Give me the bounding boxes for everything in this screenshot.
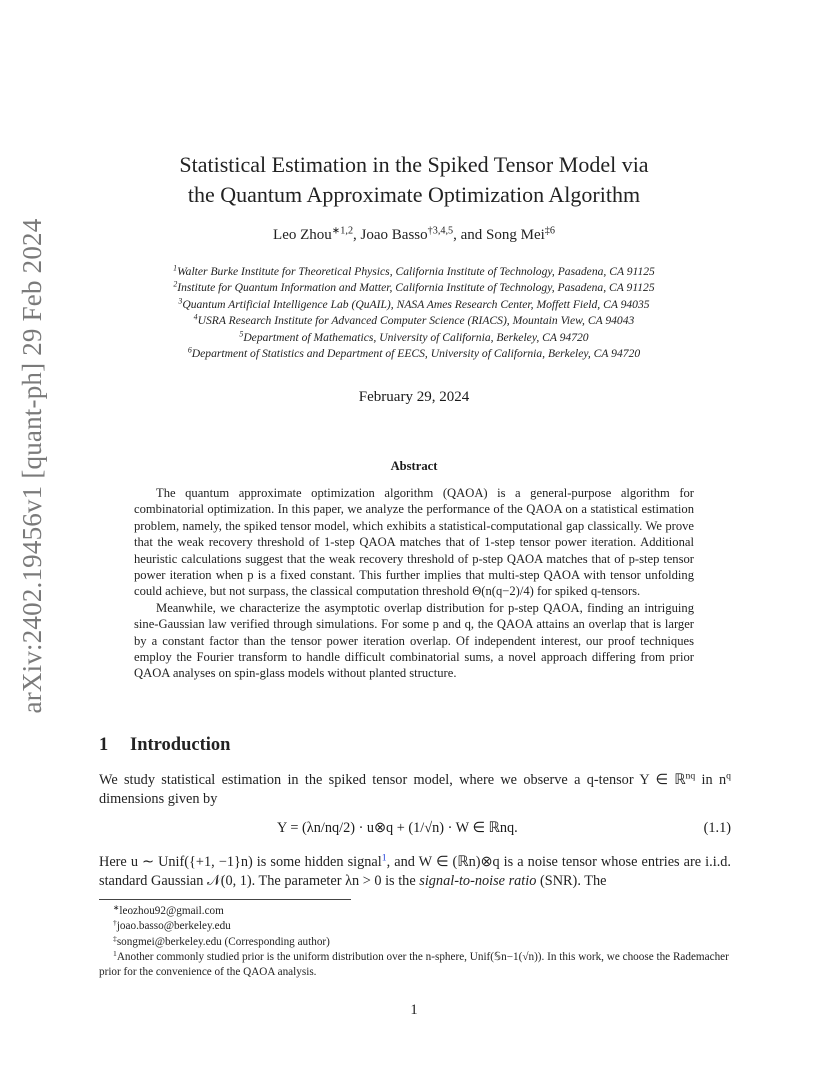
title-line-2: the Quantum Approximate Optimization Algorithm xyxy=(187,182,641,207)
affiliation-item: $^4$USRA Research Institute for Advanced Computer Science (RIACS), Mountain View, CA 94043 xyxy=(193,312,635,328)
affiliation-item: $^3$Quantum Artificial Intelligence Lab (QuAIL), NASA Ames Research Center, Moffett Field, CA 94035 xyxy=(178,296,650,311)
arxiv-stamp: arXiv:2402.19456v1 [quant-ph] 29 Feb 2024 xyxy=(17,218,47,714)
title-line-1: Statistical Estimation in the Spiked Tensor Model via xyxy=(179,152,649,177)
equation-formula: Y = (λn/nq/2) · u⊗q + (1/√n) · W ∈ ℝnq. xyxy=(277,820,518,836)
abstract-paragraph-2: Meanwhile, we characterize the asymptotic overlap distribution for p-step QAOA, finding an intriguing sine-Gaussian law verified through simulations. For some p and q, the QAOA attains an overlap that is larger by a constant factor than the tensor power iteration overlap. Of independent interest, our proof techniques employ the Fourier transform to handle difficult combinatorial sums, a novel approach differing from prior QAOA analyses on spin-glass models without planted structure. xyxy=(134,600,694,681)
footnote-divider xyxy=(99,899,351,900)
author-2-marks: †3,4,5 xyxy=(427,225,454,237)
author-3-marks: ‡6 xyxy=(544,225,555,237)
email-link[interactable]: joao.basso@berkeley.edu xyxy=(116,920,231,933)
author-3: , and Song Mei xyxy=(453,227,545,243)
author-2: , Joao Basso xyxy=(353,227,428,243)
footnotes xyxy=(99,904,735,980)
affiliation-item: $^6$Department of Statistics and Department of EECS, University of California, Berkeley, CA 94720 xyxy=(187,345,641,361)
footnote-item: ∗leozhou92@gmail.com xyxy=(113,902,224,917)
equation-number: (1.1) xyxy=(703,820,731,836)
intro-paragraph-1: We study statistical estimation in the spiked tensor model, where we observe a q-tensor Y ∈ ℝ$^{nq}$ in $n^q$ dimensions given by xyxy=(99,770,731,808)
abstract-heading: Abstract xyxy=(390,459,438,473)
footnote-item: $^1$Another commonly studied prior is the uniform distribution over the n-sphere, Unif(𝕊n−1(√n)). In this work, we choose the Rademacher prior for the convenience of the QAOA analysis. xyxy=(99,948,729,979)
affiliation-item: $^5$Department of Mathematics, University of California, Berkeley, CA 94720 xyxy=(239,329,589,344)
affiliation-list xyxy=(100,264,728,362)
affiliation-item: $^1$Walter Burke Institute for Theoretical Physics, California Institute of Technology, Pasadena, CA 91125 xyxy=(173,263,655,278)
footnote-item: †joao.basso@berkeley.edu xyxy=(113,918,231,933)
section-heading xyxy=(99,735,230,756)
section-title: Introduction xyxy=(130,735,231,755)
author-1: Leo Zhou xyxy=(273,227,332,243)
equation-1-1 xyxy=(99,820,731,842)
footnote-ref-link[interactable]: 1 xyxy=(381,852,387,864)
abstract-body xyxy=(134,485,694,682)
page-number: 1 xyxy=(410,1002,418,1018)
author-1-marks: ∗1,2 xyxy=(331,225,354,237)
publication-date: February 29, 2024 xyxy=(358,389,470,405)
affiliation-item: $^2$Institute for Quantum Information and Matter, California Institute of Technology, Pasadena, CA 91125 xyxy=(173,280,655,295)
email-link[interactable]: leozhou92@gmail.com xyxy=(119,905,224,917)
abstract-paragraph-1: The quantum approximate optimization algorithm (QAOA) is a general-purpose algorithm for combinatorial optimization. In this paper, we analyze the performance of the QAOA on a statistical estimation problem, namely, the spiked tensor model, which exhibits a statistical-computational gap classically. We prove that the weak recovery threshold of 1-step QAOA matches that of 1-step tensor power iteration. Additional heuristic calculations suggest that the weak recovery threshold of p-step QAOA matches that of p-step tensor power iteration when p is a fixed constant. This further implies that multi-step QAOA with tensor unfolding could achieve, but not surpass, the classical computation threshold Θ(n(q−2)/4) for spiked q-tensors. xyxy=(134,486,694,599)
intro-paragraph-2: Here u ∼ Unif({+1, −1}n) is some hidden signal$^1$, and W ∈ (ℝn)⊗q is a noise tensor whose entries are i.i.d. standard Gaussian 𝒩(0, 1). The parameter λn > 0 is the signal-to-noise ratio (SNR). The xyxy=(99,852,731,890)
paper-title xyxy=(100,150,728,210)
footnote-item: ‡songmei@berkeley.edu (Corresponding author) xyxy=(113,933,330,948)
author-list xyxy=(100,227,728,244)
section-number: 1 xyxy=(99,735,109,755)
